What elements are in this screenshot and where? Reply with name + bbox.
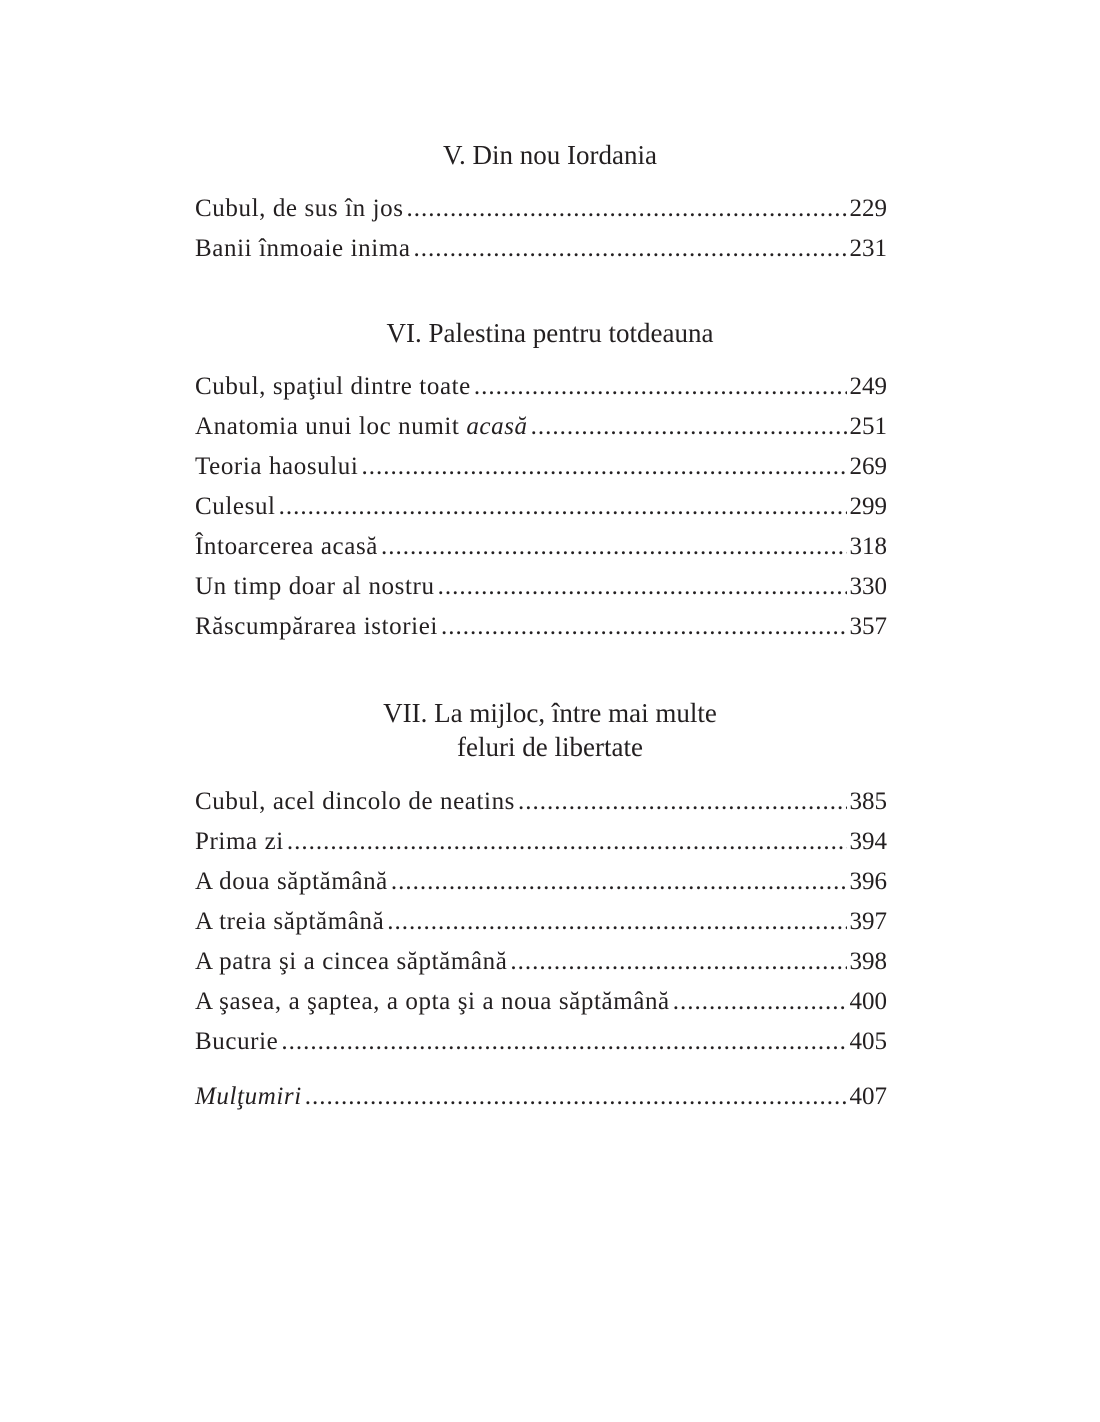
dot-leader <box>287 825 847 859</box>
toc-entry-page: 231 <box>849 235 887 262</box>
toc-entry <box>195 370 887 404</box>
dot-leader <box>281 1025 846 1059</box>
dot-leader <box>387 905 846 939</box>
toc-entry-label: Prima zi <box>195 828 284 855</box>
toc-entry-page: 394 <box>849 828 887 855</box>
toc-entry <box>195 490 887 524</box>
toc-entry <box>195 530 887 564</box>
dot-leader <box>441 610 847 644</box>
dot-leader <box>414 232 847 266</box>
section-title-vi: VI. Palestina pentru totdeauna <box>386 318 714 348</box>
toc-entry <box>195 825 887 859</box>
toc-entry <box>195 785 887 819</box>
toc-entry-page: 397 <box>849 908 887 935</box>
section-title-vii-line1: VII. La mijloc, între mai multe <box>383 698 717 728</box>
toc-entry-page: 385 <box>849 788 887 815</box>
toc-entry-label: Bucurie <box>195 1028 279 1055</box>
section-title-vii-line2: feluri de libertate <box>457 732 643 762</box>
dot-leader <box>673 985 847 1019</box>
toc-entry-page: 398 <box>849 948 887 975</box>
dot-leader <box>305 1080 847 1114</box>
dot-leader <box>518 785 846 819</box>
section-title-vii <box>0 696 1100 764</box>
toc-entry-page: 357 <box>849 613 887 640</box>
toc-entry-label-roman: Anatomia unui loc numit <box>195 413 467 440</box>
toc-entry <box>195 192 887 226</box>
toc-entry <box>195 985 887 1019</box>
toc-entry-page: 396 <box>849 868 887 895</box>
dot-leader <box>391 865 847 899</box>
toc-entry-label: Banii înmoaie inima <box>195 235 411 262</box>
toc-entry-label: Cubul, de sus în jos <box>195 195 404 222</box>
toc-entry-label: A patra şi a cincea săptămână <box>195 948 508 975</box>
dot-leader <box>531 410 847 444</box>
toc-entry <box>195 945 887 979</box>
toc-entry-label: Întoarcerea acasă <box>195 533 378 560</box>
toc-entry-page: 405 <box>849 1028 887 1055</box>
toc-entry-page: 229 <box>849 195 887 222</box>
toc-entry-page: 299 <box>849 493 887 520</box>
toc-entry-label: Un timp doar al nostru <box>195 573 435 600</box>
toc-entry-label-italic: acasă <box>466 413 528 440</box>
toc-entry-page: 400 <box>849 988 887 1015</box>
toc-entry-page: 269 <box>849 453 887 480</box>
dot-leader <box>381 530 847 564</box>
toc-entry <box>195 1025 887 1059</box>
toc-entry-page: 249 <box>849 373 887 400</box>
toc-entry-label: A treia săptămână <box>195 908 385 935</box>
toc-entry <box>195 865 887 899</box>
dot-leader <box>361 450 846 484</box>
toc-entry-label: A doua săptămână <box>195 868 388 895</box>
toc-entry-page: 251 <box>849 413 887 440</box>
toc-entry-label: Culesul <box>195 493 276 520</box>
toc-entry-page: 407 <box>849 1083 887 1110</box>
toc-entry <box>195 410 887 444</box>
toc-entry-label: A şasea, a şaptea, a opta şi a noua săptămână <box>195 988 670 1015</box>
dot-leader <box>279 490 847 524</box>
toc-entry-label: Cubul, acel dincolo de neatins <box>195 788 516 815</box>
toc-entry <box>195 450 887 484</box>
section-title-v: V. Din nou Iordania <box>443 140 657 170</box>
dot-leader <box>510 945 846 979</box>
toc-entry <box>195 570 887 604</box>
toc-entry-page: 318 <box>849 533 887 560</box>
toc-entry-label <box>195 410 528 444</box>
toc-entry <box>195 610 887 644</box>
toc-entry-acknowledgements <box>195 1080 887 1114</box>
toc-entry-label: Răscumpărarea istoriei <box>195 613 438 640</box>
toc-entry <box>195 905 887 939</box>
dot-leader <box>474 370 847 404</box>
dot-leader <box>438 570 847 604</box>
toc-entry-label: Cubul, spaţiul dintre toate <box>195 373 471 400</box>
toc-entry-label: Mulţumiri <box>195 1083 302 1110</box>
toc-entry <box>195 232 887 266</box>
dot-leader <box>407 192 847 226</box>
toc-entry-page: 330 <box>849 573 887 600</box>
toc-entry-label: Teoria haosului <box>195 453 359 480</box>
